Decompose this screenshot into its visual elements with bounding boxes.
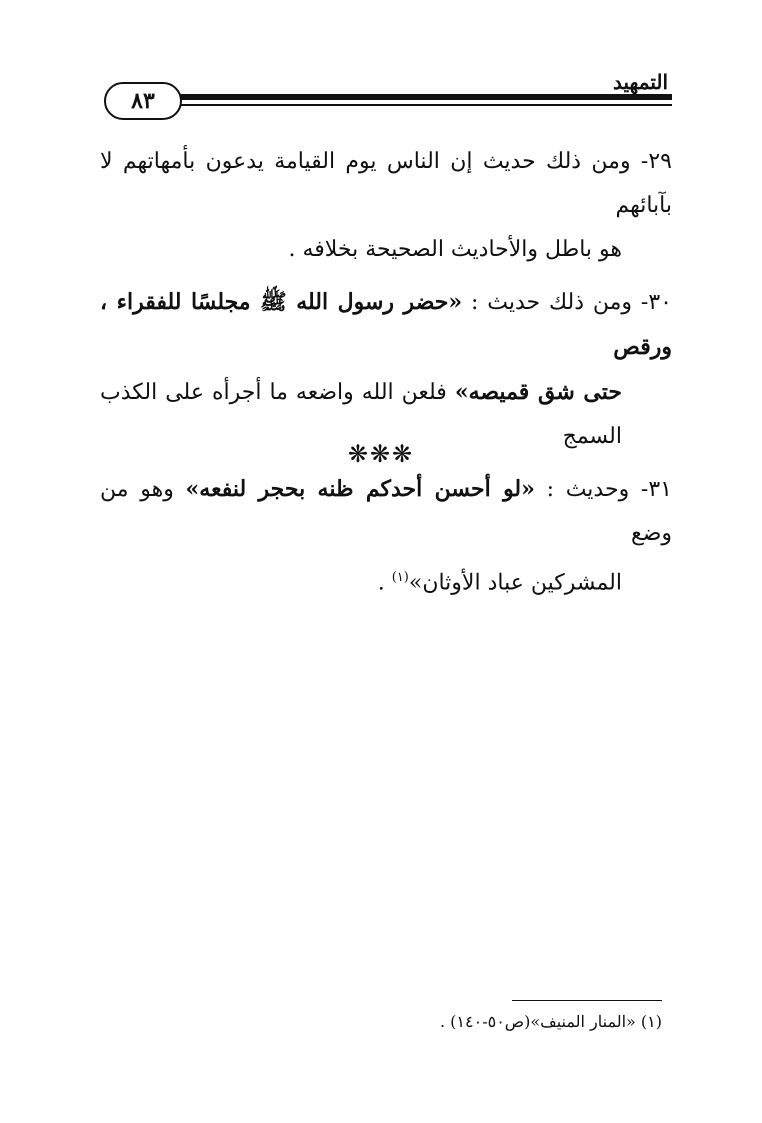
footnote-divider xyxy=(512,1000,662,1001)
item-number: ٣١- xyxy=(640,477,672,502)
list-item xyxy=(100,280,672,459)
header-rule-thin xyxy=(160,104,672,106)
hadith-quote-continued: حتى شق قميصه» xyxy=(454,379,622,405)
list-item xyxy=(100,467,672,605)
sentence-end: . xyxy=(377,570,385,596)
item-intro: ومن ذلك حديث : xyxy=(471,290,633,315)
footnote: (١) «المنار المنيف»(ص٥٠-١٤٠) . xyxy=(439,1012,662,1031)
item-text-continued: هو باطل والأحاديث الصحيحة بخلافه . xyxy=(288,237,622,262)
page-number: ٨٣ xyxy=(104,82,182,120)
footnote-reference[interactable]: (١) xyxy=(391,570,409,585)
hadith-quote: «لو أحسن أحدكم ظنه بحجر لنفعه» xyxy=(185,476,535,502)
section-separator: ❋❋❋ xyxy=(347,440,415,468)
section-title: التمهيد xyxy=(607,70,668,94)
item-commentary: وهو من وضع xyxy=(100,477,672,546)
main-text xyxy=(100,140,672,613)
item-commentary: فلعن الله واضعه ما أجرأه على الكذب السمج xyxy=(100,380,622,449)
item-number: ٢٩- xyxy=(640,149,672,174)
item-number: ٣٠- xyxy=(640,290,672,315)
item-intro: وحديث : xyxy=(546,477,630,502)
page-header xyxy=(100,70,672,130)
list-item xyxy=(100,140,672,272)
item-commentary-continued: المشركين عباد الأوثان» xyxy=(408,570,622,596)
item-text: ومن ذلك حديث إن الناس يوم القيامة يدعون بأمهاتهم لا بآبائهم xyxy=(100,149,672,218)
hadith-quote: «حضر رسول الله ﷺ مجلسًا للفقراء ، ورقص xyxy=(100,289,672,360)
header-rule xyxy=(160,94,672,100)
